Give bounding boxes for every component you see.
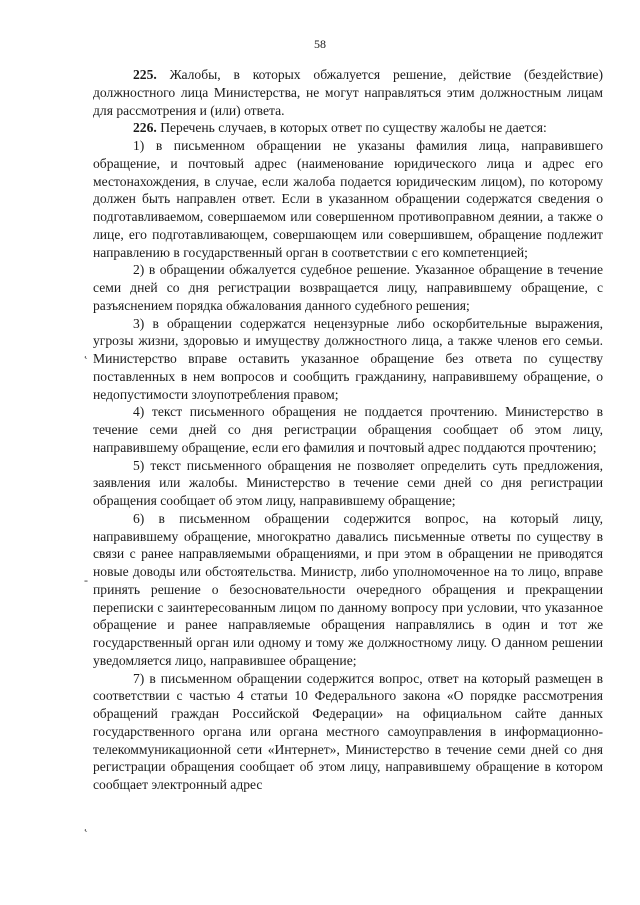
scan-mark: ˛ — [84, 818, 88, 832]
list-item-6: 6) в письменном обращении содержится вопрос, на который лицу, направившему обращение, многократно давались письменные ответы по существу в связи с ранее направляемыми обращениями, и при этом в обращении не приводятся новые доводы или обстоятельства. Министр, либо уполномоченное на то лицо, вправе принять решение о безосновательности очередного обращения и прекращении переписки с заинтересованным лицом по данному вопросу при условии, что указанное обращение и ранее направляемые обращения направлялись в один и тот же государственный орган или одному и тому же должностному лицу. О данном решении уведомляется лицо, направившее обращение; — [93, 510, 603, 668]
scan-mark: ˛ — [84, 345, 88, 359]
list-item-7: 7) в письменном обращении содержится вопрос, ответ на который размещен в соответствии с частью 4 статьи 10 Федерального закона «О порядке рассмотрения обращений граждан Российской Федерации» на официальном сайте данных государственного органа или органа местного самоуправления в информационно-телекоммуникационной сети «Интернет», Министерство в течение семи дней со дня регистрации обращения сообщает об этом лицу, направившему обращение в котором сообщает электронный адрес — [93, 670, 603, 792]
list-item-1: 1) в письменном обращении не указаны фамилия лица, направившего обращение, и почтовый адрес (наименование юридического лица и адрес его местонахождения, в случае, если жалоба подается юридическим лицом), по которому должен быть направлен ответ. Если в указанном обращении содержатся сведения о подготавливаемом, совершаемом или совершенном противоправном деянии, а также о лице, его подготавливающем, совершающем или совершившем, обращение подлежит направлению в государственный орган в соответствии с его компетенцией; — [93, 138, 603, 260]
list-item-3: 3) в обращении содержатся нецензурные либо оскорбительные выражения, угрозы жизни, здоровью и имуществу должностного лица, а также членов его семьи. Министерство вправе оставить указанное обращение без ответа по существу поставленных в нем вопросов и сообщить гражданину, направившему обращение, о недопустимости злоупотребления правом; — [93, 315, 603, 402]
paragraph-number: 226. — [133, 120, 157, 136]
list-item-2: 2) в обращении обжалуется судебное решение. Указанное обращение в течение семи дней со дня регистрации возвращается лицу, направившему обращение, с разъяснением порядка обжалования данного судебного решения; — [93, 262, 603, 313]
paragraph-number: 225. — [133, 67, 157, 82]
paragraph-text: Жалобы, в которых обжалуется решение, действие (бездействие) должностного лица Министерства, не могут направляться этим должностным лицам для рассмотрения и (или) ответа. — [93, 67, 603, 118]
paragraph-226 — [93, 119, 603, 137]
paragraph-225 — [93, 66, 603, 119]
paragraph-text: Перечень случаев, в которых ответ по существу жалобы не дается: — [156, 120, 547, 136]
list-item-4: 4) текст письменного обращения не поддается прочтению. Министерство в течение семи дней со дня регистрации обращения сообщает об этом лицу, направившему обращение, если его фамилия и почтовый адрес поддаются прочтению; — [93, 404, 603, 455]
list-item-5: 5) текст письменного обращения не позволяет определить суть предложения, заявления или жалобы. Министерство в течение семи дней со дня регистрации обращения сообщает об этом лицу, направившему обращение; — [93, 457, 603, 508]
document-body — [93, 66, 603, 794]
scan-mark: - — [84, 573, 88, 587]
page-number: 58 — [314, 37, 326, 51]
